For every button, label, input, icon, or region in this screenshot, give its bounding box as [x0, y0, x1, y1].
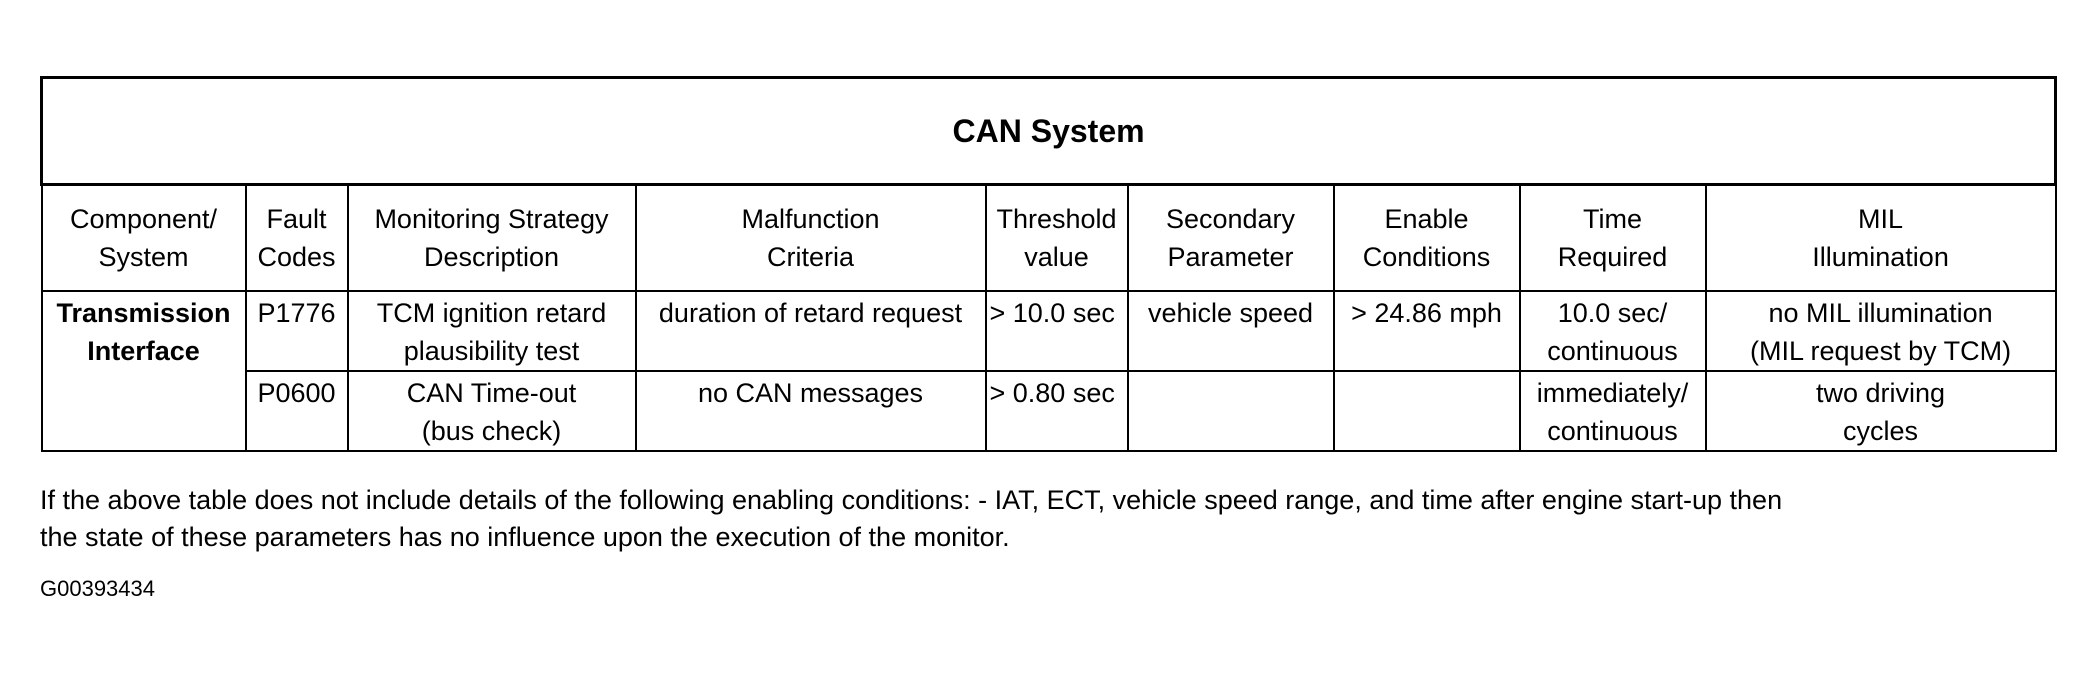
- footnote-text: [40, 482, 2040, 556]
- enable-cell: > 24.86 mph: [1334, 291, 1520, 371]
- criteria-cell: duration of retard request: [636, 291, 986, 371]
- header-row: [42, 185, 2056, 292]
- criteria-cell: no CAN messages: [636, 371, 986, 451]
- mil-cell: no MIL illumination (MIL request by TCM): [1706, 291, 2056, 371]
- header-component: Component/ System: [42, 185, 246, 292]
- table-row: [42, 291, 2056, 371]
- mil-cell: two driving cycles: [1706, 371, 2056, 451]
- threshold-cell: > 10.0 sec: [986, 291, 1128, 371]
- threshold-cell: > 0.80 sec: [986, 371, 1128, 451]
- header-monitoring-strategy: Monitoring Strategy Description: [348, 185, 636, 292]
- can-system-table: [40, 76, 2057, 452]
- header-mil-illumination: MIL Illumination: [1706, 185, 2056, 292]
- header-enable-conditions: Enable Conditions: [1334, 185, 1520, 292]
- header-secondary-parameter: Secondary Parameter: [1128, 185, 1334, 292]
- enable-cell: [1334, 371, 1520, 451]
- table-row: [42, 371, 2056, 451]
- header-malfunction-criteria: Malfunction Criteria: [636, 185, 986, 292]
- table-title: CAN System: [42, 78, 2056, 185]
- description-cell: TCM ignition retard plausibility test: [348, 291, 636, 371]
- description-cell: CAN Time-out (bus check): [348, 371, 636, 451]
- secondary-cell: [1128, 371, 1334, 451]
- secondary-cell: vehicle speed: [1128, 291, 1334, 371]
- header-fault-codes: Fault Codes: [246, 185, 348, 292]
- fault-code-cell: P0600: [246, 371, 348, 451]
- header-threshold-value: Threshold value: [986, 185, 1128, 292]
- footnote-line-2: the state of these parameters has no influence upon the execution of the monitor.: [40, 522, 1010, 552]
- fault-code-cell: P1776: [246, 291, 348, 371]
- component-cell: Transmission Interface: [42, 291, 246, 451]
- time-cell: immediately/ continuous: [1520, 371, 1706, 451]
- header-time-required: Time Required: [1520, 185, 1706, 292]
- time-cell: 10.0 sec/ continuous: [1520, 291, 1706, 371]
- figure-id: G00393434: [40, 576, 155, 601]
- footnote-line-1: If the above table does not include details of the following enabling conditions: - IAT, ECT, vehicle speed range, and time after engine start-up then: [40, 485, 1783, 515]
